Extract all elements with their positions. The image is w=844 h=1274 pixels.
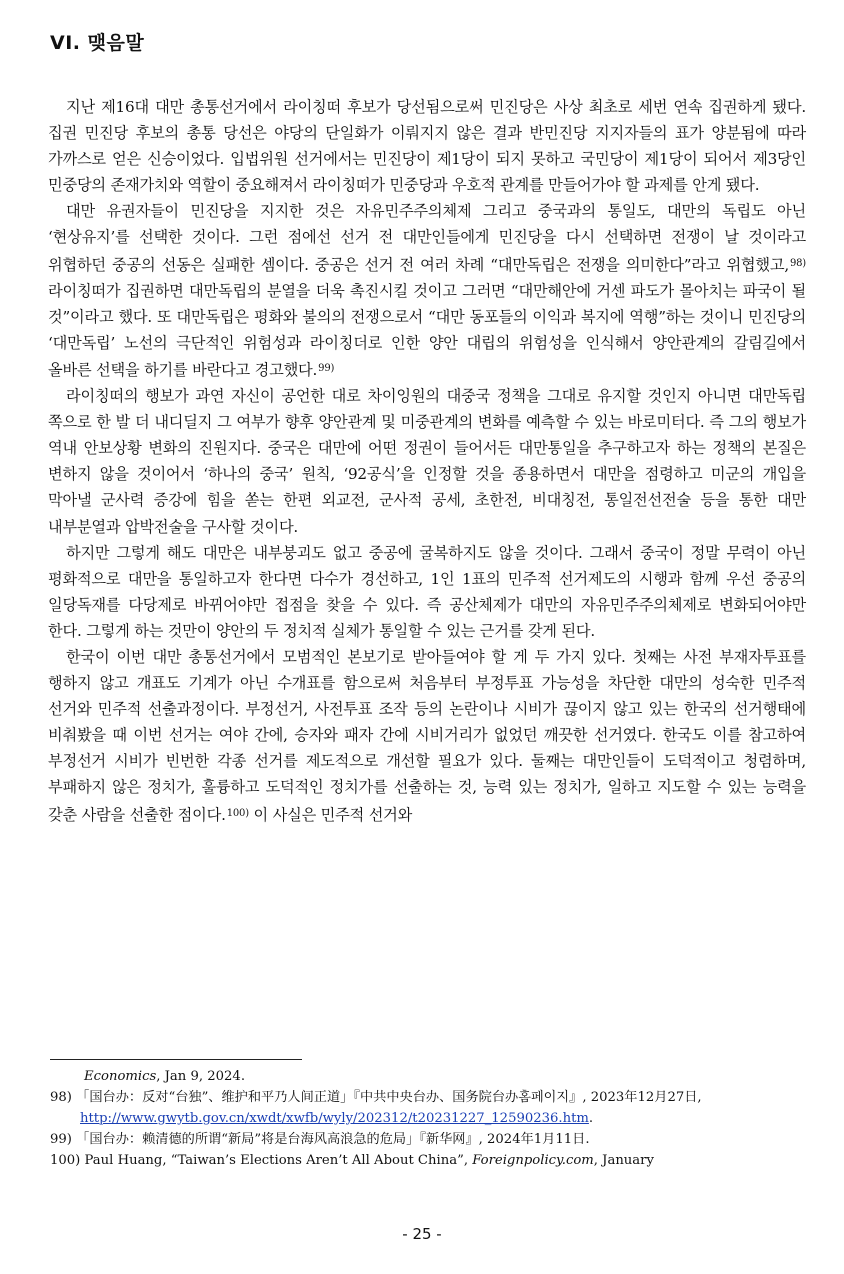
footnote-ref-98[interactable]: 98) — [789, 257, 806, 269]
footnote-ref-99[interactable]: 99) — [318, 362, 335, 374]
footnote-98-text: 「国台办：反对“台独”、维护和平乃人间正道」『中共中央台办、国务院台办홈페이지』, 2023年12月27日, — [76, 1090, 702, 1105]
footnote-99-number: 99) — [50, 1132, 72, 1147]
footnote-98-link[interactable]: http://www.gwytb.gov.cn/xwdt/xwfb/wyly/202312/t20231227_12590236.htm — [80, 1111, 589, 1126]
footnote-98 — [50, 1087, 806, 1108]
paragraph-2 — [48, 198, 806, 383]
paragraph-3-text: 라이칭떠의 행보가 과연 자신이 공언한 대로 차이잉원의 대중국 정책을 그대로 유지할 것인지 아니면 대만독립 쪽으로 한 발 더 내디딜지 그 여부가 향후 양안관계 및 미중관계의 변화를 예측할 수 있는 바로미터다. 즉 그의 행보가 역내 안보상황 변화의 진원지다. 중국은 대만에 어떤 정권이 들어서든 대만통일을 추구하고자 하는 정책의 본질은 변하지 않을 것이어서 ‘하나의 중국’ 원칙, ‘92공식’을 인정할 것을 종용하면서 대만을 점령하고 미군의 개입을 막아낼 군사력 증강에 힘을 쏟는 한편 외교전, 군사적 공세, 초한전, 비대칭전, 통일전선전술 등을 통한 대만 내부분열과 압박전술을 구사할 것이다. — [48, 387, 806, 536]
footnote-100 — [50, 1150, 806, 1171]
footnote-divider — [50, 1059, 302, 1060]
footnotes — [50, 1066, 806, 1171]
footnote-98-link-line — [50, 1108, 806, 1129]
section-heading: VI. 맺음말 — [50, 32, 145, 54]
paragraph-5 — [48, 644, 806, 828]
body-text — [48, 94, 806, 828]
paragraph-3 — [48, 383, 806, 540]
footnote-99-text: 「国台办：赖清德的所谓“新局”将是台海风高浪急的危局」『新华网』, 2024年1月11日. — [76, 1132, 590, 1147]
footnote-98-number: 98) — [50, 1090, 72, 1105]
footnote-continuation — [50, 1066, 806, 1087]
paragraph-4-text: 하지만 그렇게 해도 대만은 내부붕괴도 없고 중공에 굴복하지도 않을 것이다. 그래서 중국이 정말 무력이 아닌 평화적으로 대만을 통일하고자 한다면 다수가 경선하고, 1인 1표의 민주적 선거제도의 시행과 함께 우선 중공의 일당독재를 다당제로 바뀌어야만 접점을 찾을 수 있다. 즉 공산체제가 대만의 자유민주주의체제로 변화되어야만 한다. 그렇게 하는 것만이 양안의 두 정치적 실체가 통일할 수 있는 근거를 갖게 된다. — [48, 543, 806, 640]
footnote-cont-rest: , Jan 9, 2024. — [156, 1069, 246, 1084]
paragraph-2-text-a: 대만 유권자들이 민진당을 지지한 것은 자유민주주의체제 그리고 중국과의 통일도, 대만의 독립도 아닌 ‘현상유지’를 선택한 것이다. 그런 점에선 선거 전 대만인들에게 민진당을 다시 선택하면 전쟁이 날 것이라고 위협하던 중공의 선동은 실패한 셈이다. 중공은 선거 전 여러 차례 “대만독립은 전쟁을 의미한다”라고 위협했고, — [48, 202, 806, 274]
footnote-cont-italic: Economics — [84, 1069, 157, 1084]
footnote-ref-100[interactable]: 100) — [226, 807, 249, 819]
paragraph-2-text-b: 라이칭떠가 집권하면 대만독립의 분열을 더욱 촉진시킬 것이고 그러면 “대만해안에 거센 파도가 몰아치는 파국이 될 것”이라고 했다. 또 대만독립은 평화와 불의의 전쟁으로서 “대만 동포들의 이익과 복지에 역행”하는 것이니 민진당의 ‘대만독립’ 노선의 극단적인 위험성과 라이칭더로 인한 양안 대립의 위험성을 인식해서 양안관계의 갈림길에서 올바른 선택을 하기를 바란다고 경고했다. — [48, 281, 806, 379]
footnote-100-text: Paul Huang, “Taiwan’s Elections Aren’t All About China”, — [84, 1153, 473, 1168]
footnote-100-number: 100) — [50, 1153, 81, 1168]
footnote-98-tail: . — [588, 1111, 594, 1126]
paragraph-4 — [48, 540, 806, 644]
footnote-99 — [50, 1129, 806, 1150]
paragraph-5-text-a: 한국이 이번 대만 총통선거에서 모범적인 본보기로 받아들여야 할 게 두 가지 있다. 첫째는 사전 부재자투표를 행하지 않고 개표도 기계가 아닌 수개표를 함으로써 처음부터 부정투표 가능성을 차단한 대만의 성숙한 민주적 선거와 민주적 선출과정이다. 부정선거, 사전투표 조작 등의 논란이나 시비가 끊이지 않고 있는 한국의 선거행태에 비춰봤을 때 이번 선거는 여야 간에, 승자와 패자 간에 시비거리가 없었던 깨끗한 선거였다. 한국도 이를 참고하여 부정선거 시비가 빈번한 각종 선거를 제도적으로 개선할 필요가 있다. 둘째는 대만인들이 도덕적이고 청렴하며, 부패하지 않은 정치가, 훌륭하고 도덕적인 정치가를 선출하는 것, 능력 있는 정치가, 일하고 지도할 수 있는 능력을 갖춘 사람을 선출한 점이다. — [48, 647, 806, 824]
paragraph-1 — [48, 94, 806, 198]
paragraph-1-text: 지난 제16대 대만 총통선거에서 라이칭떠 후보가 당선됨으로써 민진당은 사상 최초로 세번 연속 집권하게 됐다. 집권 민진당 후보의 총통 당선은 야당의 단일화가 이뤄지지 않은 결과 반민진당 지지자들의 표가 양분됨에 따라 가까스로 얻은 신승이었다. 입법위원 선거에서는 민진당이 제1당이 되지 못하고 국민당이 제1당이 되어서 제3당인 민중당의 존재가치와 역할이 중요해져서 라이칭떠가 민중당과 우호적 관계를 만들어가야 할 과제를 안게 됐다. — [48, 98, 806, 195]
footnote-100-italic: Foreignpolicy.com — [472, 1153, 594, 1168]
footnote-100-tail: , January — [593, 1153, 654, 1168]
page-number: - 25 - — [402, 1225, 442, 1243]
paragraph-5-text-b: 이 사실은 민주적 선거와 — [248, 805, 413, 824]
